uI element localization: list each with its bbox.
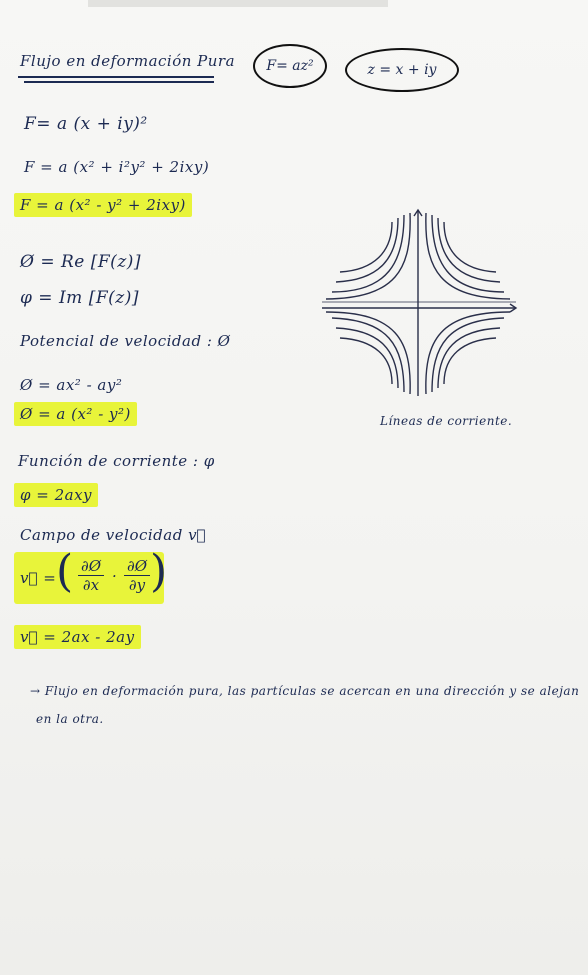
left-paren: ( [56, 546, 74, 597]
highlighted-equation-10: φ = 2axy [14, 483, 98, 507]
frac2-denominator: ∂y [128, 576, 146, 594]
equation-line-2: F = a (x² + i²y² + 2ixy) [24, 158, 210, 176]
page-title: Flujo en deformación Pura [20, 52, 236, 70]
frac1-numerator: ∂Ø [78, 557, 104, 576]
equation-line-7: Ø = ax² - ay² [20, 376, 123, 394]
circled-formula-left-text: F= az² [266, 58, 314, 74]
streamline-q2-a [332, 215, 404, 292]
conclusion-line-1: → Flujo en deformación pura, las partículas se acercan en una dirección y se alejan [30, 684, 580, 698]
equation-line-1: F= a (x + iy)² [24, 114, 148, 134]
figure-caption: Líneas de corriente. [380, 414, 513, 428]
highlighted-equation-3: F = a (x² - y² + 2ixy) [14, 193, 192, 217]
velocity-prefix: v⃗ = [20, 569, 57, 587]
streamline-q1-a [432, 215, 504, 292]
highlighted-equation-13: v⃗ = 2ax - 2ay [14, 625, 141, 649]
right-paren: ) [150, 546, 168, 597]
velocity-field-label: Campo de velocidad v⃗ [20, 526, 207, 544]
frac1-denominator: ∂x [82, 576, 100, 594]
potential-label: Potencial de velocidad : Ø [20, 332, 231, 350]
stream-function-label: Función de corriente : φ [18, 452, 215, 470]
highlighted-equation-8: Ø = a (x² - y²) [14, 402, 137, 426]
frac2-numerator: ∂Ø [124, 557, 150, 576]
equation-line-5: φ = Im [F(z)] [20, 288, 139, 308]
conclusion-line-2: en la otra. [36, 712, 104, 726]
comma-separator: · [112, 567, 118, 585]
circled-formula-right-text: z = x + iy [367, 62, 437, 78]
equation-line-4: Ø = Re [F(z)] [20, 252, 142, 272]
